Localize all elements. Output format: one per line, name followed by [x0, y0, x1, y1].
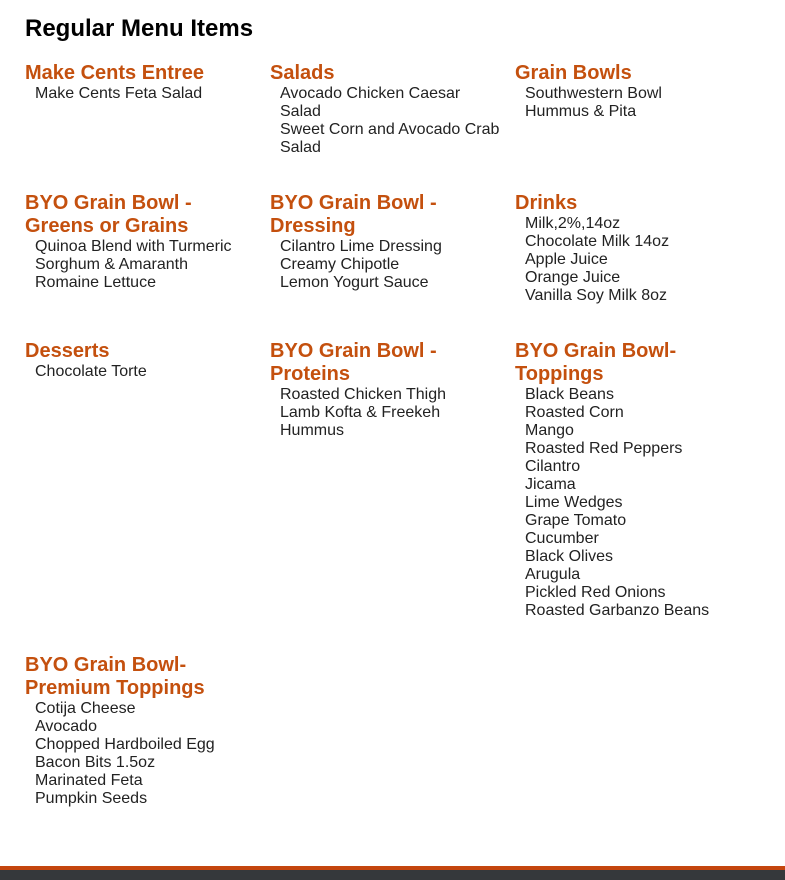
menu-category — [25, 192, 260, 292]
menu-item: Lemon Yogurt Sauce — [280, 274, 429, 291]
menu-item: Mango — [525, 422, 574, 439]
category-items — [25, 363, 260, 381]
menu-item: Grape Tomato — [525, 512, 627, 529]
menu-item: Avocado — [35, 718, 97, 735]
menu-item: Black Olives — [525, 548, 614, 565]
menu-item: Cilantro Lime Dressing — [280, 238, 442, 255]
footer-bar — [0, 870, 785, 880]
category-heading: Make Cents Entree — [25, 62, 204, 84]
category-heading: Grain Bowls — [515, 62, 632, 84]
menu-category — [515, 192, 750, 305]
category-heading: BYO Grain Bowl- Premium Toppings — [25, 654, 205, 699]
category-heading: BYO Grain Bowl - Greens or Grains — [25, 192, 192, 237]
menu-item: Sweet Corn and Avocado Crab Salad — [280, 121, 500, 156]
menu-item: Apple Juice — [525, 251, 608, 268]
menu-category — [25, 340, 260, 381]
menu-item: Roasted Red Peppers — [525, 440, 683, 457]
menu-item: Bacon Bits 1.5oz — [35, 754, 156, 771]
category-items — [515, 85, 750, 121]
menu-item: Jicama — [525, 476, 576, 493]
menu-item: Black Beans — [525, 386, 614, 403]
menu-category — [25, 62, 260, 103]
menu-item: Southwestern Bowl — [525, 85, 662, 102]
category-heading: Desserts — [25, 340, 110, 362]
menu-item: Chocolate Milk 14oz — [525, 233, 670, 250]
menu-item: Roasted Corn — [525, 404, 624, 421]
menu-item: Sorghum & Amaranth — [35, 256, 188, 273]
category-items — [25, 700, 260, 808]
menu-item: Lime Wedges — [525, 494, 623, 511]
category-items — [25, 85, 260, 103]
category-items — [270, 238, 505, 292]
category-heading: BYO Grain Bowl - Dressing — [270, 192, 437, 237]
category-heading: BYO Grain Bowl- Toppings — [515, 340, 677, 385]
menu-item: Roasted Chicken Thigh — [280, 386, 447, 403]
menu-category — [270, 62, 505, 157]
menu-item: Milk,2%,14oz — [525, 215, 621, 232]
menu-item: Romaine Lettuce — [35, 274, 156, 291]
menu-item: Chocolate Torte — [35, 363, 147, 380]
menu-item: Pumpkin Seeds — [35, 790, 148, 807]
category-items — [270, 85, 505, 157]
menu-item: Make Cents Feta Salad — [35, 85, 203, 102]
menu-item: Cucumber — [525, 530, 599, 547]
category-heading: BYO Grain Bowl - Proteins — [270, 340, 437, 385]
menu-category — [515, 340, 750, 620]
category-items — [25, 238, 260, 292]
menu-category — [515, 62, 750, 121]
category-heading: Salads — [270, 62, 335, 84]
category-items — [515, 215, 750, 305]
menu-item: Chopped Hardboiled Egg — [35, 736, 215, 753]
menu-category — [270, 340, 505, 440]
menu-category — [270, 192, 505, 292]
menu-item: Creamy Chipotle — [280, 256, 400, 273]
category-items — [270, 386, 505, 440]
menu-item: Avocado Chicken Caesar Salad — [280, 85, 461, 120]
menu-item: Hummus — [280, 422, 345, 439]
page-title: Regular Menu Items — [25, 15, 254, 42]
menu-item: Hummus & Pita — [525, 103, 637, 120]
menu-item: Cotija Cheese — [35, 700, 136, 717]
menu-item: Arugula — [525, 566, 581, 583]
menu-item: Quinoa Blend with Turmeric — [35, 238, 232, 255]
menu-item: Cilantro — [525, 458, 581, 475]
category-items — [515, 386, 750, 620]
menu-category — [25, 654, 260, 808]
menu-item: Orange Juice — [525, 269, 621, 286]
menu-item: Lamb Kofta & Freekeh — [280, 404, 441, 421]
menu-item: Vanilla Soy Milk 8oz — [525, 287, 667, 304]
menu-item: Marinated Feta — [35, 772, 143, 789]
category-heading: Drinks — [515, 192, 578, 214]
menu-item: Pickled Red Onions — [525, 584, 666, 601]
menu-item: Roasted Garbanzo Beans — [525, 602, 710, 619]
